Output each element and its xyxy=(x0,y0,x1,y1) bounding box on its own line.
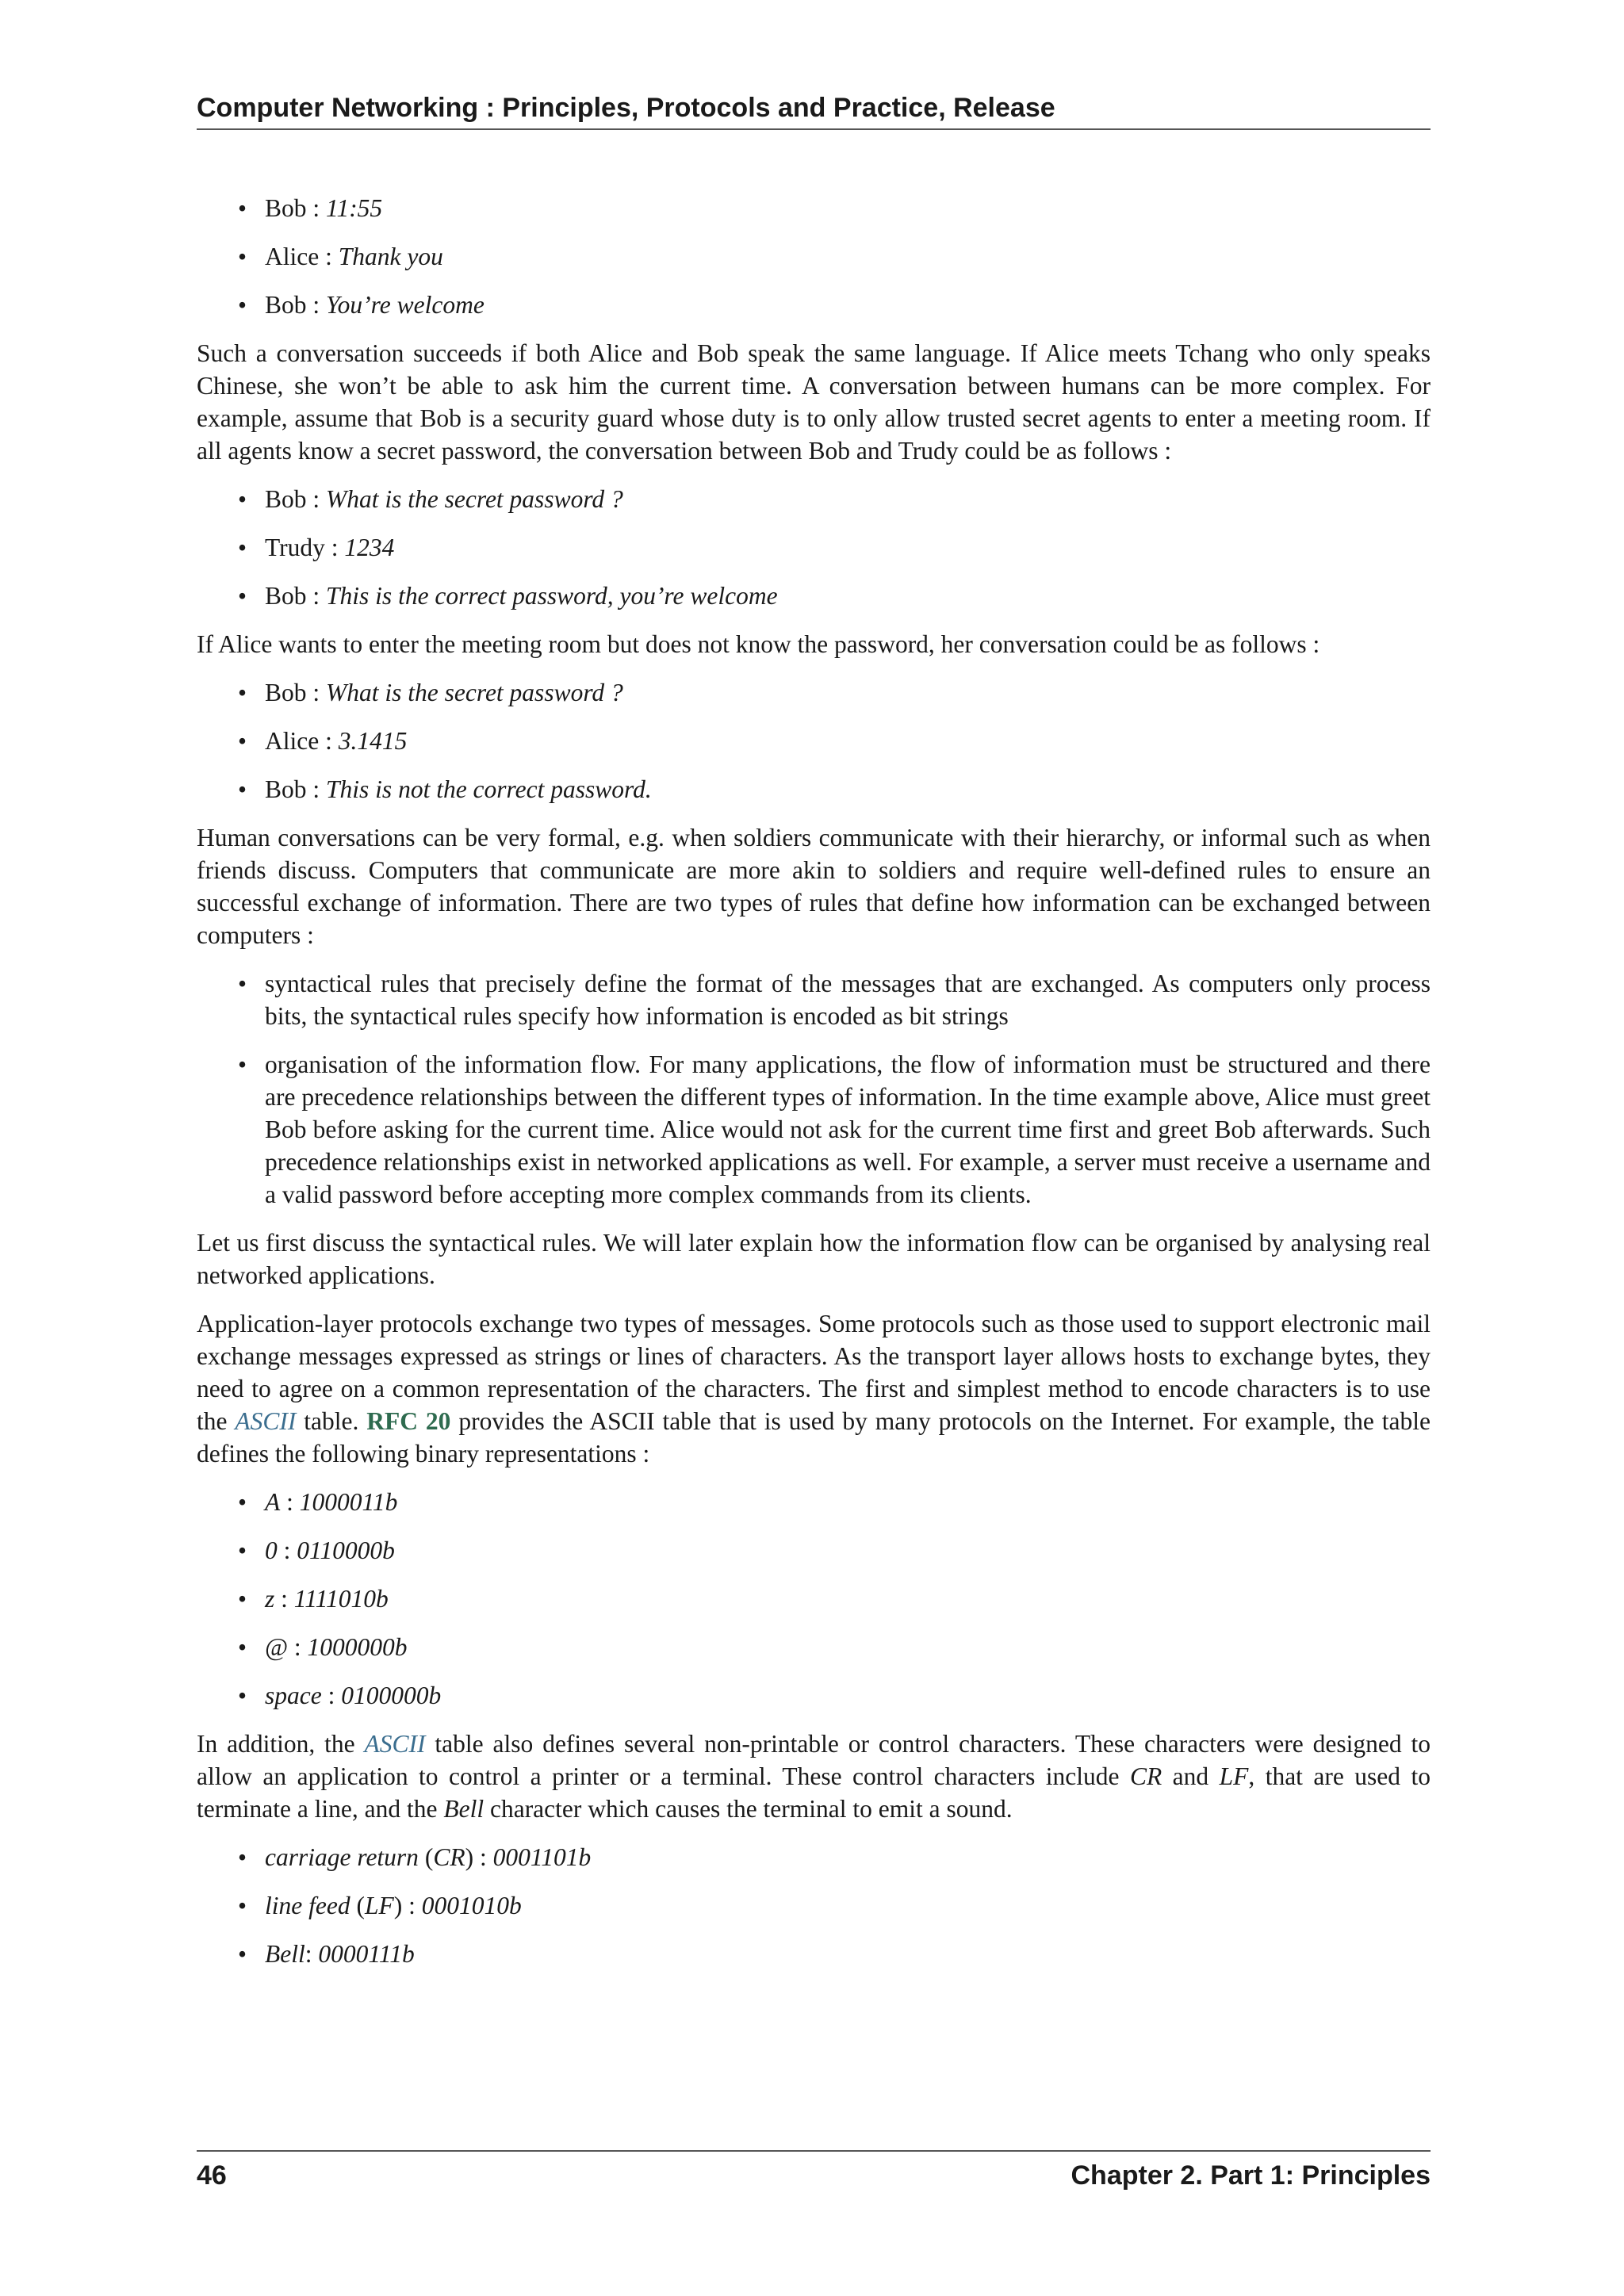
dialogue-list-time xyxy=(197,192,1431,321)
list-item: • carriage return (CR) : 0001101b xyxy=(197,1841,1431,1873)
list-item: • space : 0100000b xyxy=(197,1679,1431,1712)
ascii-link[interactable]: ASCII xyxy=(364,1730,426,1758)
header-rule xyxy=(197,128,1431,130)
paragraph: If Alice wants to enter the meeting room but does not know the password, her conversation could be as follows : xyxy=(197,630,1320,658)
rules-list xyxy=(197,967,1431,1211)
page-content xyxy=(197,192,1431,1986)
paragraph: Let us first discuss the syntactical rules. We will later explain how the information flow can be organised by analysing real networked applications. xyxy=(197,1229,1431,1289)
paragraph: Such a conversation succeeds if both Alice and Bob speak the same language. If Alice meets Tchang who only speaks Chinese, she won’t be able to ask him the current time. A conversation between humans can be more complex. For example, assume that Bob is a security guard whose duty is to only allow trusted secret agents to enter a meeting room. If all agents know a secret password, the conversation between Bob and Trudy could be as follows : xyxy=(197,339,1431,465)
rfc-20-link[interactable]: RFC 20 xyxy=(366,1407,451,1435)
list-item: • Bob : This is the correct password, you’re welcome xyxy=(197,580,1431,612)
dialogue-list-trudy xyxy=(197,483,1431,612)
chapter-title: Chapter 2. Part 1: Principles xyxy=(1071,2160,1431,2191)
dialogue-list-alice xyxy=(197,676,1431,806)
paragraph: In addition, the ASCII table also defines several non-printable or control characters. These characters were designed to allow an application to control a printer or a terminal. These control characters include CR and LF, that are used to terminate a line, and the Bell character which causes the terminal to emit a sound. xyxy=(197,1730,1431,1823)
list-item: • Bob : 11:55 xyxy=(197,192,1431,224)
list-item: • Alice : 3.1415 xyxy=(197,725,1431,757)
running-header: Computer Networking : Principles, Protocols and Practice, Release xyxy=(197,93,1055,123)
list-item: • Bob : What is the secret password ? xyxy=(197,483,1431,515)
list-item: • A : 1000011b xyxy=(197,1486,1431,1518)
ascii-link[interactable]: ASCII xyxy=(235,1407,297,1435)
list-item: • 0 : 0110000b xyxy=(197,1534,1431,1567)
paragraph: Human conversations can be very formal, e.g. when soldiers communicate with their hierarchy, or informal such as when friends discuss. Computers that communicate are more akin to soldiers and require well-defined rules to ensure an successful exchange of information. There are two types of rules that define how information can be exchanged between computers : xyxy=(197,824,1431,949)
footer-rule xyxy=(197,2150,1431,2152)
list-item: • @ : 1000000b xyxy=(197,1631,1431,1663)
control-characters-list xyxy=(197,1841,1431,1970)
list-item: • z : 1111010b xyxy=(197,1582,1431,1615)
list-item: • Bell: 0000111b xyxy=(197,1938,1431,1970)
list-item: • organisation of the information flow. For many applications, the flow of information must be structured and there are precedence relationships between the different types of information. In the time example above, Alice must greet Bob before asking for the current time. Alice would not ask for the current time first and greet Bob afterwards. Such precedence relationships exist in networked applications as well. For example, a server must receive a username and a valid password before accepting more complex commands from its clients. xyxy=(197,1048,1431,1211)
list-item: • Bob : You’re welcome xyxy=(197,289,1431,321)
paragraph: Application-layer protocols exchange two types of messages. Some protocols such as those used to support electronic mail exchange messages expressed as strings or lines of characters. As the transport layer allows hosts to exchange bytes, they need to agree on a common representation of the characters. The first and simplest method to encode characters is to use the ASCII table. RFC 20 provides the ASCII table that is used by many protocols on the Internet. For example, the table defines the following binary representations : xyxy=(197,1310,1431,1468)
list-item: • Trudy : 1234 xyxy=(197,531,1431,564)
list-item: • Bob : This is not the correct password. xyxy=(197,773,1431,806)
page-number: 46 xyxy=(197,2160,227,2191)
binary-representations-list xyxy=(197,1486,1431,1712)
list-item: • Alice : Thank you xyxy=(197,240,1431,273)
list-item: • line feed (LF) : 0001010b xyxy=(197,1889,1431,1922)
list-item: • syntactical rules that precisely define the format of the messages that are exchanged. As computers only process bits, the syntactical rules specify how information is encoded as bit strings xyxy=(197,967,1431,1032)
list-item: • Bob : What is the secret password ? xyxy=(197,676,1431,709)
